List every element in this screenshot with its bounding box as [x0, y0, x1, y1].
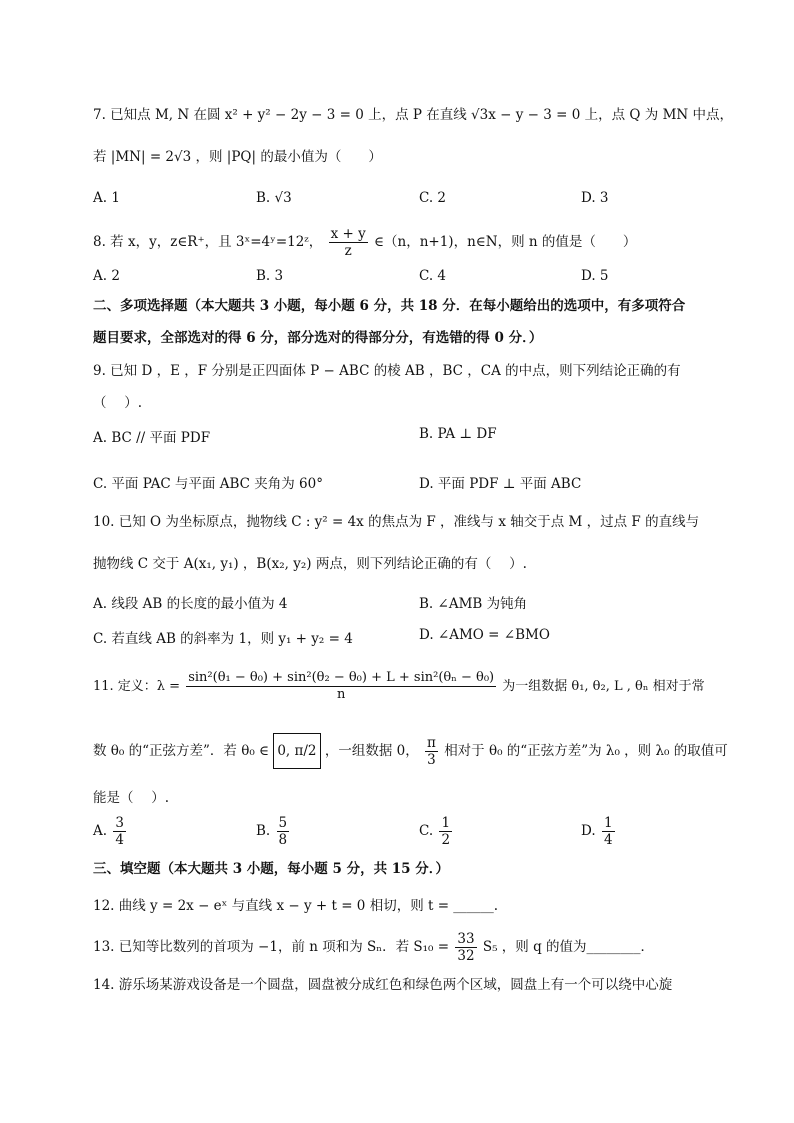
q7-option-a: A. 1	[93, 190, 120, 206]
q11-option-d-label: D.	[581, 823, 596, 839]
q11-option-c-num: 1	[441, 815, 451, 831]
q11-option-d	[581, 815, 617, 848]
q11-line2	[93, 733, 728, 769]
q11-option-b	[256, 815, 291, 848]
q7-option-d: D. 3	[581, 190, 609, 206]
q8-option-b: B. 3	[256, 268, 284, 284]
q9-option-b: B. PA ⊥ DF	[419, 426, 497, 442]
q9-option-a: A. BC // 平面 PDF	[93, 430, 211, 446]
q10-line1: 10. 已知 O 为坐标原点，抛物线 C : y² = 4x 的焦点为 F ，准线与 x 轴交于点 M ，过点 F 的直线与	[93, 514, 700, 530]
q11-line2-a: 数 θ₀ 的“正弦方差”．若 θ₀ ∈	[93, 743, 270, 759]
q11-option-c-label: C.	[419, 823, 434, 839]
q9-line1: 9. 已知 D ，E ，F 分别是正四面体 P − ABC 的棱 AB ，BC ，CA 的中点，则下列结论正确的有	[93, 363, 681, 379]
q11-option-d-den: 4	[603, 832, 613, 848]
q8-line	[93, 226, 636, 259]
q11-pi-den: 3	[427, 752, 436, 768]
q9-line2: （ ）.	[93, 395, 143, 411]
q11-option-c	[419, 815, 454, 848]
q10-option-c: C. 若直线 AB 的斜率为 1，则 y₁ + y₂ = 4	[93, 631, 353, 647]
q14-line: 14. 游乐场某游戏设备是一个圆盘，圆盘被分成红色和绿色两个区域，圆盘上有一个可以绕中心旋	[93, 977, 673, 993]
q7-option-c: C. 2	[419, 190, 447, 206]
q7-option-b: B. √3	[256, 190, 292, 206]
q11-option-a	[93, 815, 128, 848]
q11-option-d-num: 1	[603, 815, 613, 831]
q9-option-d: D. 平面 PDF ⊥ 平面 ABC	[419, 476, 582, 492]
q11-option-c-den: 2	[441, 832, 451, 848]
q13-frac-den: 32	[457, 948, 475, 964]
section2-heading-line2: 题目要求，全部选对的得 6 分，部分选对的得部分分，有选错的得 0 分．）	[93, 330, 543, 346]
q11-option-a-num: 3	[115, 815, 124, 831]
q11-option-b-label: B.	[256, 823, 271, 839]
q12-line: 12. 曲线 y = 2x − eˣ 与直线 x − y + t = 0 相切，则 t = ______.	[93, 898, 499, 914]
q11-pi-num: π	[427, 735, 436, 751]
section2-heading-line1: 二、多项选择题（本大题共 3 小题，每小题 6 分，共 18 分．在每小题给出的选项中，有多项符合	[93, 298, 686, 314]
q11-line1	[93, 668, 705, 706]
q8-option-d: D. 5	[581, 268, 609, 284]
q10-option-d: D. ∠AMO = ∠BMO	[419, 627, 550, 643]
q11-option-a-fraction	[113, 815, 126, 848]
q11-suffix: 为一组数据 θ₁, θ₂, L , θₙ 相对于常	[502, 679, 705, 694]
q11-frac-den: n	[336, 687, 346, 702]
q8-fraction	[329, 226, 368, 259]
q11-pi-fraction	[425, 735, 438, 768]
q11-option-a-label: A.	[93, 823, 108, 839]
q9-option-c: C. 平面 PAC 与平面 ABC 夹角为 60°	[93, 476, 323, 492]
q8-option-a: A. 2	[93, 268, 120, 284]
q13-line	[93, 930, 654, 964]
q11-fraction	[186, 670, 496, 703]
q13-fraction	[455, 931, 476, 964]
q11-interval: 0, π/2	[273, 733, 320, 769]
q11-prefix: 11. 定义：λ =	[93, 679, 181, 694]
q11-line3: 能是（ ）.	[93, 790, 170, 806]
q8-frac-den: z	[344, 243, 352, 259]
q13-suffix: S₅ ，则 q 的值为________．	[482, 939, 655, 955]
q11-option-d-fraction	[602, 815, 615, 848]
q11-option-c-fraction	[439, 815, 452, 848]
q11-line2-b: ，一组数据 0，	[324, 743, 419, 759]
q10-option-a: A. 线段 AB 的长度的最小值为 4	[93, 596, 288, 612]
q7-line2: 若 |MN| = 2√3 ，则 |PQ| 的最小值为（ ）	[93, 149, 382, 165]
q7-line1: 7. 已知点 M, N 在圆 x² + y² − 2y − 3 = 0 上，点 P 在直线 √3x − y − 3 = 0 上，点 Q 为 MN 中点，	[93, 107, 733, 123]
q11-option-a-den: 4	[115, 832, 124, 848]
q11-option-b-den: 8	[278, 832, 288, 848]
q8-option-c: C. 4	[419, 268, 447, 284]
q8-prefix: 8. 若 x，y，z∈R⁺，且 3ˣ=4ʸ=12ᶻ，	[93, 234, 323, 250]
q10-option-b: B. ∠AMB 为钝角	[419, 596, 528, 612]
q8-frac-num: x + y	[330, 226, 366, 242]
q13-prefix: 13. 已知等比数列的首项为 −1，前 n 项和为 Sₙ．若 S₁₀ =	[93, 939, 450, 955]
q11-frac-num: sin²(θ₁ − θ₀) + sin²(θ₂ − θ₀) + L + sin²(θₙ − θ₀)	[188, 670, 495, 685]
q13-frac-num: 33	[457, 931, 475, 947]
q11-option-b-fraction	[277, 815, 290, 848]
q10-line2: 抛物线 C 交于 A(x₁, y₁) ，B(x₂, y₂) 两点，则下列结论正确的有（ ）.	[93, 556, 527, 572]
q8-suffix: ∈（n，n+1)，n∈N，则 n 的值是（ ）	[374, 234, 637, 250]
q11-option-b-num: 5	[278, 815, 288, 831]
q11-line2-c: 相对于 θ₀ 的“正弦方差”为 λ₀ ，则 λ₀ 的取值可	[444, 743, 728, 759]
section3-heading: 三、填空题（本大题共 3 小题，每小题 5 分，共 15 分．）	[93, 861, 450, 877]
